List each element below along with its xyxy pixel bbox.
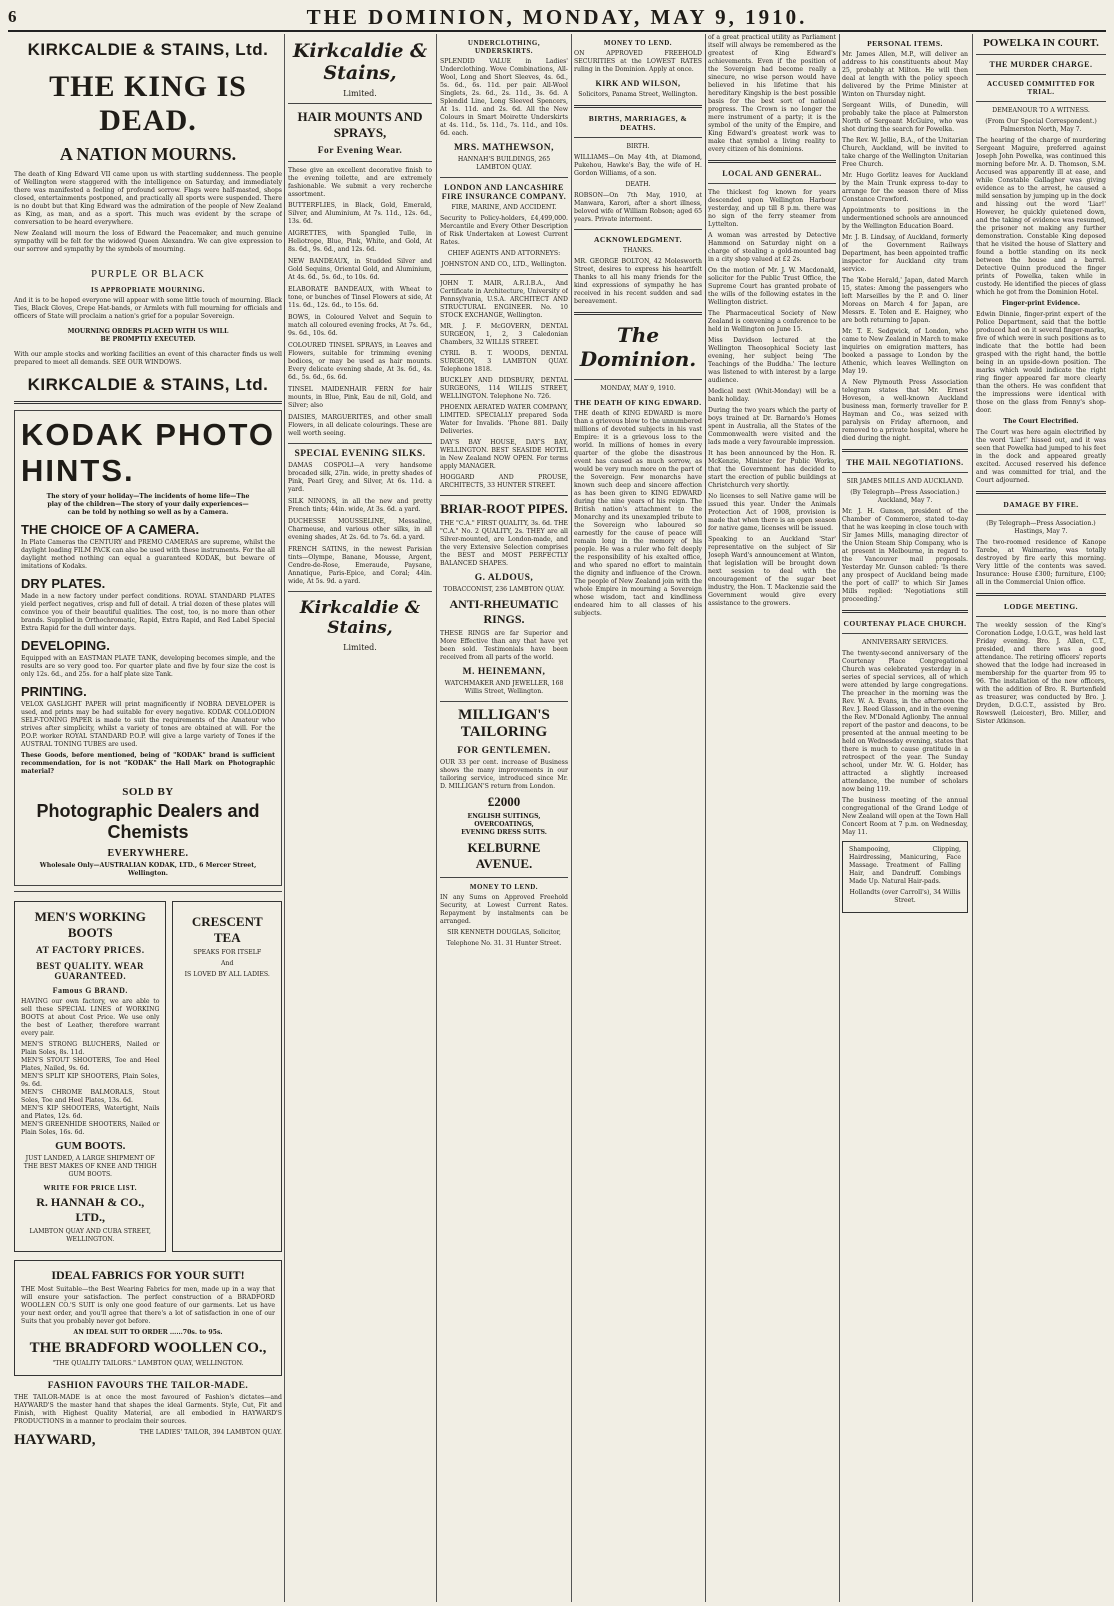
boots-head: MEN'S WORKING BOOTS [34,909,146,940]
divider [288,161,432,162]
hayward-ad [14,1381,282,1452]
lodge-notice: The business meeting of the annual congregational of the Grand Lodge of New Zealand will open at the Town Hall Concert Room at 7 p.m. on Wednesday, May 11. [842,797,968,836]
hayward-head: FASHION FAVOURS THE TAILOR-MADE. [47,1381,249,1391]
mail-body: Mr. J. H. Gunson, president of the Chamber of Commerce, stated to-day that he was keeping in close touch with Sir James Mills, managing director of the Union Steam Ship Company, who is at present in Melbourne, in regard to the Vancouver mail proposals. Yesterday Mr. Gunson cabled: 'Is there any prospect of Auckland being made the port of call?' to which Sir James Mills replied: 'Negotiations still proceeding.' [842,508,968,603]
silk-item: DUCHESSE MOUSSELINE, Messaline, Charmeuse, and various other silks, in all evening shades, At 2s. 6d. to 7s. 6d. a yard. [288,518,432,541]
insurance-agent-name: JOHNSTON AND CO., LTD., Wellington. [441,261,567,268]
powelka-sub2: ACCUSED COMMITTED FOR TRIAL. [986,80,1096,96]
gum-boots-head: GUM BOOTS. [55,1140,126,1152]
personal-item: The 'Kobe Herald,' Japan, dated March 15, states: Among the passengers who left Marseilles by the P. and O. liner Moreas on March 4 for Japan, are Messrs. E. Tolen and E. Haigney, who are both returning to Japan. [842,277,968,324]
column-7 [976,34,1106,1602]
kirkcaldie-limited-bottom: Limited. [343,643,377,652]
leader-date: MONDAY, MAY 9, 1910. [600,385,676,392]
column-6 [842,34,968,1602]
powelka-byline: (From Our Special Correspondent.) Palmerston North, May 7. [985,118,1097,133]
heinemann-address: WATCHMAKER AND JEWELLER, 168 Willis Street, Wellington. [444,680,564,695]
crescent-head: CRESCENT TEA [191,914,263,945]
finger-body: Edwin Dinnie, finger-print expert of the Police Department, said that the bottle produced had on it several finger-marks, five of which were in such positions as to indicate that the bottle had been grasped with the right hand, the bottle being in an upside-down position. The marks which would indicate the right ring finger appeared far more clearly than the others. He was confident that the impressions were identical with those on the glass from Fenny's shop-door. [976,311,1106,414]
ack-head: ACKNOWLEDGMENT. [594,235,682,244]
hair-mounts-sub: For Evening Wear. [317,146,403,156]
death-head: DEATH. [625,181,651,188]
hair-item: NEW BANDEAUX, in Studded Silver and Gold Sequins, Oriental Gold, and Aluminium, At 4s. 6d., 5s. 6d., to 10s. 6d. [288,258,432,281]
brand-footer: KIRKCALDIE & STAINS, Ltd. [27,375,269,394]
milligan-body: OUR 33 per cent. increase of Business shows the many improvements in our tailoring service, introduced since Mr. D. MILLIGAN'S return from London. [440,759,568,790]
ad-paragraph: The death of King Edward VII came upon us with startling suddenness. The people of Wellington were staggered with the intelligence on Saturday, and immediately there was manifested a feeling of profound sorrow. Flags were half-masted, shops closed, entertainments postponed, and practically all sports were suspended. There is no doubt but that King Edward was the admiration of the people of New Zealand as King, as man, and as a sport. This much was evident by the scrape of conversation to be heard everywhere. [14,171,282,226]
divider [976,101,1106,102]
boots-body: HAVING our own factory, we are able to sell these SPECIAL LINES of WORKING BOOTS at about Cost Price. We use only the best of Leather, therefore warrant every pair. [21,998,160,1037]
finger-head: Finger-print Evidence. [1001,300,1081,307]
hairdresser-body: Shampooing, Clipping, Hairdressing, Manicuring, Face Massage. Treatment of Falling Hair, and Dandruff. Combings Made Up. Natural Hair-pads. [849,846,961,885]
divider [574,229,702,230]
column-2 [288,34,432,1602]
hairdresser-ad [842,841,968,913]
subhead-nation-mourns: A NATION MOURNS. [59,144,237,164]
sold-by: SOLD BY [122,786,174,798]
hair-item: COLOURED TINSEL SPRAYS, in Leaves and Flowers, suitable for trimming evening bodices, or may be used as hair mounts. Every delicate evening shade, At 3s. 6d., 4s. 6d., 5s. 6d., 6s. 6d. [288,342,432,381]
kodak-ad [14,410,282,886]
divider [842,472,968,473]
crescent-tea-ad [172,901,282,1252]
local-item: It has been announced by the Hon. R. McKenzie, Minister for Public Works, that the Government has decided to start the erection of public buildings at Christchurch very shortly. [708,450,836,489]
church-head: COURTENAY PLACE CHURCH. [843,619,967,628]
powelka-sub1: THE MURDER CHARGE. [989,60,1093,69]
hayward-name: HAYWARD, [14,1432,96,1448]
local-general-head: LOCAL AND GENERAL. [722,169,822,178]
milligan-list-item: OVERCOATINGS, [474,821,534,828]
silks-head: SPECIAL EVENING SILKS. [294,449,426,459]
rings-body: THESE RINGS are far Superior and More Effective than any that have yet been sold. Testimonials have been received from all parts of the world. [440,630,568,661]
heinemann-name: M. HEINEMANN, [462,667,546,677]
fire-body: The two-roomed residence of Kanope Tarebe, at Waimarino, was totally destroyed by fire early this morning. Very little of the contents was saved. Insurance: House £300; furniture, £100; all in the Commercial Union office. [976,539,1106,586]
column-3 [440,34,568,1602]
aldous-name: G. ALDOUS, [474,573,534,583]
divider [976,74,1106,75]
hair-item: ELABORATE BANDEAUX, with Wheat to tone, or bunches of Tinsel Flowers at side, At 11s. 6d., 12s. 6d., to 15s. 6d. [288,286,432,309]
personal-item: A New Plymouth Press Association telegram states that Mr. Ernest Hoveson, a well-known Auckland business man, formerly traveller for P. Hayman and Co., was seized with paralysis on Friday afternoon, and removed to a private hospital, where he died during the night. [842,379,968,442]
column-rule [284,34,285,1602]
bradford-ad [14,1260,282,1376]
column-rule [436,34,437,1602]
divider [842,633,968,634]
personal-item: Mr. Hugo Gorlitz leaves for Auckland by the Main Trunk express to-day to arrange for the season there of Miss Constance Crawford. [842,172,968,203]
fire-head: DAMAGE BY FIRE. [1003,500,1079,509]
bradford-body: THE Most Suitable—the Best Wearing Fabrics for men, made up in a way that will ensure your satisfaction. The perfect construction of a BRADFORD WOOLLEN CO.'S SUIT is only one good feature of our garments. Let us have your next order, and you'll agree that there's a lot of satisfaction in one of our Suits that you probably never got before. [21,1286,275,1325]
hair-item: AIGRETTES, with Spangled Tulle, in Heliotrope, Blue, Pink, White, and Gold, At 8s. 6d., 9s. 6d., and 12s. 6d. [288,230,432,253]
column-1 [14,34,282,1602]
silk-item: DAMAS COSPOLI—A very handsome brocaded silk, 27in. wide, in pretty shades of Pink, Pearl Grey, and Silver, At 6s. 11d. a yard. [288,462,432,493]
mail-head: THE MAIL NEGOTIATIONS. [846,458,964,467]
milligan-list-item: EVENING DRESS SUITS. [461,829,547,836]
divider [842,449,968,452]
kelburne: KELBURNE AVENUE. [467,840,541,871]
divider [440,177,568,178]
column-5 [708,34,836,1602]
kirkcaldie-limited: Limited. [343,89,377,98]
silk-item: FRENCH SATINS, in the newest Parisian tints—Olympe, Banane, Mousse, Argent, Cendre-de-Rose, Emeraude, Paysane, Annatique, Paris-Epice, and Coral; 44in. wide, At 5s. 9d. a yard. [288,546,432,585]
business-card: HOGGARD AND PROUSE, ARCHITECTS, 33 HUNTER STREET. [440,474,568,489]
milligan-price: £2000 [487,794,521,809]
divider [14,891,282,892]
firm-address: Solicitors, Panama Street, Wellington. [578,91,698,98]
brand-header: KIRKCALDIE & STAINS, Ltd. [27,40,269,59]
silk-item: SILK NINONS, in all the new and pretty French tints; 44in. wide, At 3s. 6d. a yard. [288,498,432,513]
mathewson-name: MRS. MATHEWSON, [454,143,554,153]
kodak-intro: The story of your holiday—The incidents of home life—The play of the children—The story of your daily experiences—can be told by nothing so well as by a Camera. [46,493,250,516]
headline-king-dead: THE KING IS DEAD. [49,70,247,137]
business-card: JOHN T. MAIR, A.R.I.B.A., And Certificate in Architecture, University of Pennsylvania, U.S.A. ARCHITECT AND STRUCTURAL ENGINEER. No. 10 STOCK EXCHANGE, Wellington. [440,280,568,319]
money-body: IN any Sums on Approved Freehold Security, at Lowest Current Rates. Repayment by instalments can be arranged. [440,894,568,925]
kodak-section-body: VELOX GASLIGHT PAPER will print magnificently if NOBRA DEVELOPER is used, and prints may be had suitable for every negative. KODAK COLLODION SELF-TONING PAPER is made to suit the requirements of the Amateur who strives after simplicity, whilst a variety of tones are obtained at will. For the P.O.P. worker ROYAL STANDARD P.O.P. will give a large variety of Tones if the AUSTRAL TONING TUBES are used. [21,701,275,748]
divider [976,514,1106,515]
page-number: 6 [8,7,17,26]
divider [574,379,702,380]
boots-brand: Famous G BRAND. [52,986,128,995]
purple-body: And it is to be hoped everyone will appear with some little touch of mourning. Black Ties, Black Gloves, Crepe Hat-bands, or Armlets with full mourning for officials and officers of State will proclaim a nation's grief for a popular Sovereign. [14,297,282,320]
hayward-body: THE TAILOR-MADE is at once the most favoured of Fashion's dictates—and HAYWARD'S the master hand that shapes the ideal Garments. Style, Cut, Fit and Finish, with Highest Quality Material, are all embodied in HAYWARD'S PRODUCTIONS in a manner to proclaim their sources. [14,1394,282,1425]
divider [976,54,1106,55]
dealers-line: Photographic Dealers and Chemists [36,801,260,842]
ack-sub: THANKS. [622,247,653,254]
powelka-body: The hearing of the charge of murdering Sergeant Maguire, preferred against Joseph John Powelka, was continued this morning before Mr. A. D. Thomson, S.M. Accused was apparently ill at ease, and while Constable Gallagher was giving evidence as to the arrest, he caused a mild sensation by jumping up in the dock and hissing out the word 'Liar!' However, he quickly quietened down, and the taking of evidence was resumed, the prisoner not making any further demonstration. Constable King deposed that he visited the house of Slattery and found a bottle standing on its neck between the house and a barrel. Detective Quinn produced the finger prints of Powelka, taken while in custody. He identified the pieces of glass which he got from the Dominion Hotel. [976,137,1106,296]
divider [574,105,702,108]
ad-paragraph: New Zealand will mourn the loss of Edward the Peacemaker, and much genuine sympathy will be felt for the widowed Queen Alexandra. We can give expression to our sorrow and sympathy by the symbols of mourning. [14,230,282,253]
insurance-agents: CHIEF AGENTS AND ATTORNEYS: [447,250,561,257]
column-4 [574,34,702,1602]
kirkcaldie-gothic-brand: Kirkcaldie & Stains, [292,40,428,84]
wholesale-line: Wholesale Only—AUSTRALIAN KODAK, LTD., 6 Mercer Street, Wellington. [39,862,257,877]
hannah-address: LAMBTON QUAY AND CUBA STREET, WELLINGTON. [29,1228,151,1243]
orders-note: MOURNING ORDERS PLACED WITH US WILL BE PROMPTLY EXECUTED. [67,328,229,343]
local-item: Medical next (Whit-Monday) will be a bank holiday. [708,388,836,403]
insurance-sub: FIRE, MARINE, AND ACCIDENT. [451,204,557,211]
kodak-recommend: These Goods, before mentioned, being of "KODAK" brand is sufficient recommendation, for is not "KODAK" the Hall Mark on Photographic material? [21,752,275,775]
column-rule [839,34,840,1602]
boots-line: MEN'S CHROME BALMORALS, Stout Soles, Toe and Heel Plates, 13s. 6d. [21,1089,160,1104]
hair-item: DAISIES, MARGUERITES, and other small Flowers, in all delicate colourings. These are well worth seeing. [288,414,432,437]
divider [708,160,836,163]
court-head: The Court Electrified. [1003,418,1079,425]
money-to-lend-body: ON APPROVED FREEHOLD SECURITIES at the LOWEST RATES ruling in the Dominion. Apply at once. [574,50,702,73]
money-to-lend-head: MONEY TO LEND. [603,39,673,47]
church-sub: ANNIVERSARY SERVICES. [862,639,948,646]
stocks-note: With our ample stocks and working facilities an event of this character finds us well prepared to meet all demands. SEE OUR WINDOWS. [14,351,282,366]
money-address: Telephone No. 31. 31 Hunter Street. [446,940,562,947]
business-card: DAY'S BAY HOUSE, DAY'S BAY, WELLINGTON. BEST SEASIDE HOTEL in New Zealand NOW OPEN. For terms apply MANAGER. [440,439,568,470]
local-item: The thickest fog known for years descended upon Wellington Harbour yesterday, and up till 8 p.m. there was no sign of the ferry steamer from Lyttelton. [708,189,836,228]
hannah-company: R. HANNAH & CO., LTD., [36,1195,145,1224]
divider [440,701,568,702]
personal-item: Mr. J. B. Lindsay, of Auckland, formerly of the Government Railways Department, has been appointed traffic inspector for Auckland city tram service. [842,234,968,273]
everywhere: EVERYWHERE. [107,848,189,859]
aldous-address: TOBACCONIST, 236 LAMBTON QUAY. [443,586,565,593]
personal-item: Sergeant Wills, of Dunedin, will probably take the place at Palmerston North of Sergeant McGuire, who was shot during the search for Powelka. [842,102,968,133]
kodak-section-head: PRINTING. [21,684,87,699]
birth-head: BIRTH. [626,143,650,150]
local-item: Miss Davidson lectured at the Wellington Theosophical Society last evening, her subject being 'The Teachings of the Buddha.' The lecture was listened to with interest by a large audience. [708,337,836,384]
divider [440,877,568,878]
mathewson-address: HANNAH'S BUILDINGS, 265 LAMBTON QUAY. [457,156,551,171]
business-card: CYRIL B. T. WOODS, DENTAL SURGEON, 3 LAMBTON QUAY. Telephone 1818. [440,350,568,373]
church-body: The twenty-second anniversary of the Courtenay Place Congregational Church was celebrated yesterday in a series of special services, all of which were attended by large congregations. The preacher in the morning was the Rev. W. A. Evans, in the afternoon the Rev. J. Reed Glasson, and in the evening the Rev. M'Donald Aglionby. The annual report of the pastor and deacons, to be presented at the annual meeting to be held on Wednesday evening, states that there is much to cause gratitude in a retrospect of the year. The Sunday school, under Mr. W. G. Holder, has attracted a slightly increased attendance, the number of scholars now being 119. [842,650,968,793]
kirkcaldie-gothic-brand-bottom: Kirkcaldie & Stains, [299,598,421,638]
local-item: During the two years which the party of boys trained at Dr. Barnardo's Homes spent in Australia, all the States of the Commonwealth were visited and the lads made a very favourable impression. [708,407,836,446]
business-card: BUCKLEY AND DIDSBURY, DENTAL SURGEONS, 114 WILLIS STREET, WELLINGTON. Telephone No. 726. [440,377,568,400]
divider [976,491,1106,494]
rings-head: ANTI-RHEUMATIC RINGS. [449,597,559,626]
divider [976,616,1106,617]
hair-item: BOWS, in Coloured Velvet and Sequin to match all coloured evening frocks, At 7s. 6d., 9s. 6d., 10s. 6d. [288,314,432,337]
divider [288,103,432,104]
boots-ad [14,901,166,1252]
hairdresser-name: Hollandts (over Carroll's), 34 Willis Street. [849,889,961,904]
milligan-list-item: ENGLISH SUITINGS, [467,813,541,820]
boots-line: MEN'S STRONG BLUCHERS, Nailed or Plain Soles, 8s. 11d. [21,1041,160,1056]
kodak-section-head: THE CHOICE OF A CAMERA. [21,522,200,537]
column-rule [972,34,973,1602]
bradford-head: IDEAL FABRICS FOR YOUR SUIT! [51,1268,245,1282]
money-head: MONEY TO LEND. [469,883,539,891]
mail-byline: (By Telegraph—Press Association.) Auckland, May 7. [850,489,960,504]
hayward-address: THE LADIES' TAILOR, 394 LAMBTON QUAY. [139,1429,282,1436]
dominion-nameplate: The Dominion. [579,323,697,371]
milligan-head: MILLIGAN'S TAILORING [458,707,550,740]
crescent-line: And [221,960,234,967]
hayward-footer [14,1429,282,1452]
divider [288,443,432,444]
hair-mounts-head: HAIR MOUNTS AND SPRAYS, [297,109,423,140]
leader-body: THE death of KING EDWARD is more than a grievous blow to the unnumbered millions of devoted subjects in his vast Empire: it is a grievous loss to the world. In millions of homes in every quarter of the globe the disastrous event has caused as much sorrow, as would be very much more on the part of the Sovereign. Few monarchs have known such deep and sincere affection as has been given to KING EDWARD during the nine years of his reign. The British nation's attachment to the Monarchy and its unexampled tribute to the Sovereign who laboured so earnestly for the cause of peace will remain long in the memory of his people. He was a ruler who felt deeply the responsibility of his exalted office, and who spared no effort to maintain the dignity and influence of the Crown. The people of New Zealand join with the whole Empire in mourning a Sovereign whose wisdom, tact and kindliness endeared him to all classes of his subjects. [574,410,702,617]
column-rule [705,34,706,1602]
personal-item: Appointments to positions in the undermentioned schools are announced by the Wellington Education Board. [842,207,968,230]
purple-sub: IS APPROPRIATE MOURNING. [91,286,205,294]
kirkcaldie-ad [14,40,282,395]
divider [440,495,568,496]
local-item: No licenses to sell Native game will be issued this year. Under the Animals Protection Act of 1908, provision is made that when there is an open season for native game, licenses will be issued. [708,493,836,532]
bradford-address: "THE QUALITY TAILORS." LAMBTON QUAY, WELLINGTON. [52,1360,244,1367]
bmd-head: BIRTHS, MARRIAGES, & DEATHS. [588,114,688,132]
local-item: A woman was arrested by Detective Hammond on Saturday night on a charge of stealing a gold-mounted bag in a city shop valued at £2 2s. [708,232,836,263]
ack-body: MR. GEORGE BOLTON, 42 Molesworth Street, desires to express his heartfelt Thanks to all his many friends for the kind expressions of sympathy he has received in his recent sudden and sad bereavement. [574,258,702,305]
lodge-head: LODGE MEETING. [1003,602,1079,611]
boots-sub: AT FACTORY PRICES. [35,946,145,956]
masthead-title: THE DOMINION, MONDAY, MAY 9, 1910. [306,5,808,29]
underclothing-body: SPLENDID VALUE in Ladies' Underclothing. Wove Combinations, All-Wool, Long and Short Sleeves, 4s. 6d., 5s. 6d., 6s. 11d. per pair. All-Wool Singlets, 2s. 6d., 2s. 11d., 3s. 6d. A Splendid Line, Long Sleeved Spencers, At 1s. 11d. and 2s. 6d. All the New Colours in Smart Moirette Underskirts at 4s. 11d., 5s. 11d., 7s. 11d., and 10s. 6d. each. [440,58,568,137]
court-body: The Court was here again electrified by the word 'Liar!' hissed out, and it was seen that Powelka had jumped to his feet in the dock and appeared greatly excited. Accused reserved his defence and was committed for trial, and the Court adjourned. [976,429,1106,484]
local-item: Speaking to an Auckland 'Star' representative on the subject of Sir Joseph Ward's announcement at Winton, that legislation will be brought down next session to deal with the encouragement of the sugar beet industry, the Hon. T. Mackenzie said the Government would give every assistance to the growers. [708,536,836,607]
money-name: SIR KENNETH DOUGLAS, Solicitor, [447,929,561,936]
insurance-body: Security to Policy-holders, £4,499,000. Mercantile and Every Other Description of Risk Undertaken at Lowest Current Rates. [440,215,568,246]
leader-head: THE DEATH OF KING EDWARD. [574,398,702,407]
bradford-company: THE BRADFORD WOOLLEN CO., [29,1340,267,1356]
milligan-sub: FOR GENTLEMEN. [457,746,551,756]
mail-sub: SIR JAMES MILLS AND AUCKLAND. [846,478,964,485]
kodak-section-body: Made in a new factory under perfect conditions. ROYAL STANDARD PLATES yield perfect negatives, crisp and full of detail. A trial dozen of these plates will convince you of their beautiful qualities. The cost, too, is no more than other brands. Supplied in Orthochromatic, Rapid, Extra Rapid, and Red Label Special Extra Rapid for the dull winter days. [21,593,275,632]
hair-intro: These give an excellent decorative finish to the evening toilette, and are extremely fashionable. We submit a very recherche assortment. [288,167,432,198]
kodak-section-body: In Plate Cameras the CENTURY and PREMO CAMERAS are supreme, whilst the daylight loading FILM PACK can also be used with these instruments. For the all daylight method nothing can equal a guaranteed KODAK, but beware of imitations of Kodaks. [21,539,275,570]
hair-item: BUTTERFLIES, in Black, Gold, Emerald, Silver, and Aluminium, At 7s. 11d., 12s. 6d., 13s. 6d. [288,202,432,225]
leader-continued: of a great practical utility as Parliament itself will always be remembered as the greatest of King Edward's achievements. Even if the position of the Sovereign had become really a sinecure, no wise person would have believed in his lifetime that his hereditary Kingship is the best possible basis for the best sort of national progress. The Crown is no longer the mere instrument of a party; it is the symbol of the unity of the Empire, and King Edward's greatest work was to make that symbol a living reality to every citizen of his dominions. [708,34,836,153]
personal-item: The Rev. W. Jellie, B.A., of the Unitarian Church, Auckland, will be invited to take charge of the Wellington Unitarian Free Church. [842,137,968,168]
divider [574,137,702,138]
hair-item: TINSEL MAIDENHAIR FERN for hair mounts, in Blue, Pink, Eau de nil, Gold, and Silver; also [288,386,432,409]
divider [842,610,968,613]
price-list: WRITE FOR PRICE LIST. [43,1184,138,1192]
powelka-sub3: DEMEANOUR TO A WITNESS. [992,107,1090,114]
divider [14,401,282,404]
boots-line: MEN'S GREENHIDE SHOOTERS, Nailed or Plain Soles, 16s. 6d. [21,1121,160,1136]
boots-tea-row [14,897,282,1256]
boots-line: MEN'S STOUT SHOOTERS, Toe and Heel Plates, Nailed, 9s. 6d. [21,1057,160,1072]
boots-line: MEN'S SPLIT KIP SHOOTERS, Plain Soles, 9s. 6d. [21,1073,160,1088]
divider [574,312,702,315]
column-rule [571,34,572,1602]
boots-quality: BEST QUALITY. WEAR GUARANTEED. [36,961,145,981]
kodak-title: KODAK PHOTO HINTS. [21,417,275,488]
fire-byline: (By Telegraph—Press Association.) Hastings, May 7. [986,520,1096,535]
purple-head: PURPLE OR BLACK [90,268,206,280]
pipes-body: THE "C.A." FIRST QUALITY, 3s. 6d. THE "C.A." No. 2 QUALITY, 2s. THEY are all Silver-mounted, are London-made, and the very Extensive Selection comprises the BEST and MOST PERFECTLY BALANCED SHAPES. [440,520,568,567]
underclothing-head: UNDERCLOTHING, UNDERSKIRTS. [467,39,541,55]
divider [708,183,836,184]
death-notice: ROBSON—On 7th May, 1910, at Manwara, Karori, after a short illness, beloved wife of William Robson; aged 65 years. Private interment. [574,192,702,223]
insurance-head: LONDON AND LANCASHIRE FIRE INSURANCE COMPANY. [441,183,567,201]
masthead [8,4,1106,32]
divider [288,591,432,592]
local-item: The Pharmaceutical Society of New Zealand is convening a conference to be held in Wellington on June 15. [708,310,836,333]
kodak-section-head: DRY PLATES. [21,576,106,591]
powelka-head: POWELKA IN COURT. [983,37,1099,49]
boots-line: MEN'S KIP SHOOTERS, Watertight, Nails and Plates, 12s. 6d. [21,1105,160,1120]
crescent-line: IS LOVED BY ALL LADIES. [184,971,270,978]
crescent-line: SPEAKS FOR ITSELF [193,949,262,956]
bradford-ideal: AN IDEAL SUIT TO ORDER ......70s. to 95s. [73,1329,223,1336]
divider [976,593,1106,596]
personal-item: Mr. James Allen, M.P., will deliver an address to his constituents about May 25, probably at Milton. He will then deal at length with the policy speech delivered by the Prime Minister at Winton on Thursday night. [842,51,968,98]
firm-name: KIRK AND WILSON, [595,79,681,88]
birth-notice: WILLIAMS—On May 4th, at Diamond, Pukehou, Hawke's Bay, the wife of H. Gordon Williams, of a son. [574,154,702,177]
local-item: On the motion of Mr. J. W. Macdonald, solicitor for the Public Trust Office, the Supreme Court has granted probate of the wills of the following estates in the Wellington district. [708,267,836,306]
business-card: PHOENIX AERATED WATER COMPANY, LIMITED. SPECIALLY prepared Soda Water for Invalids. 'Phone 881. Daily Deliveries. [440,404,568,435]
gum-boots-sub: JUST LANDED, A LARGE SHIPMENT OF THE BEST MAKES OF KNEE AND THIGH GUM BOOTS. [23,1155,157,1178]
personal-item: Mr. T. E. Sedgwick, of London, who came to New Zealand in March to make inquiries on emigration matters, has booked a passage to London by the Athenic, which leaves Wellington on May 19. [842,328,968,375]
business-card: MR. J. F. McGOVERN, DENTAL SURGEON, 1, 2, 3 Caledonian Chambers, 32 WILLIS STREET. [440,323,568,346]
pipes-head: BRIAR-ROOT PIPES. [440,501,568,516]
kodak-section-head: DEVELOPING. [21,638,110,653]
lodge-body: The weekly session of the King's Coronation Lodge, I.O.G.T., was held last Friday evening. Bro. J. Allen, C.T., presided, and there was a good attendance. The retiring officers' reports showed that the lodge had increased in membership for the quarter from 95 to 96. The installation of the new officers, with the addition of Bro. R. Burtenfield as treasurer, was conducted by Bro. J. Dryden, D.G.C.T., assisted by Bro. Rowswell (Leicester), Bro. Miller, and Sister Atkinson. [976,622,1106,725]
personal-head: PERSONAL ITEMS. [867,39,943,48]
kodak-section-body: Equipped with an EASTMAN PLATE TANK, developing becomes simple, and the results are so very good too. For quarter plate and five by four size the cost is only 12s. 6d., and 25s. for a half plate size Tank. [21,655,275,678]
divider [440,274,568,275]
